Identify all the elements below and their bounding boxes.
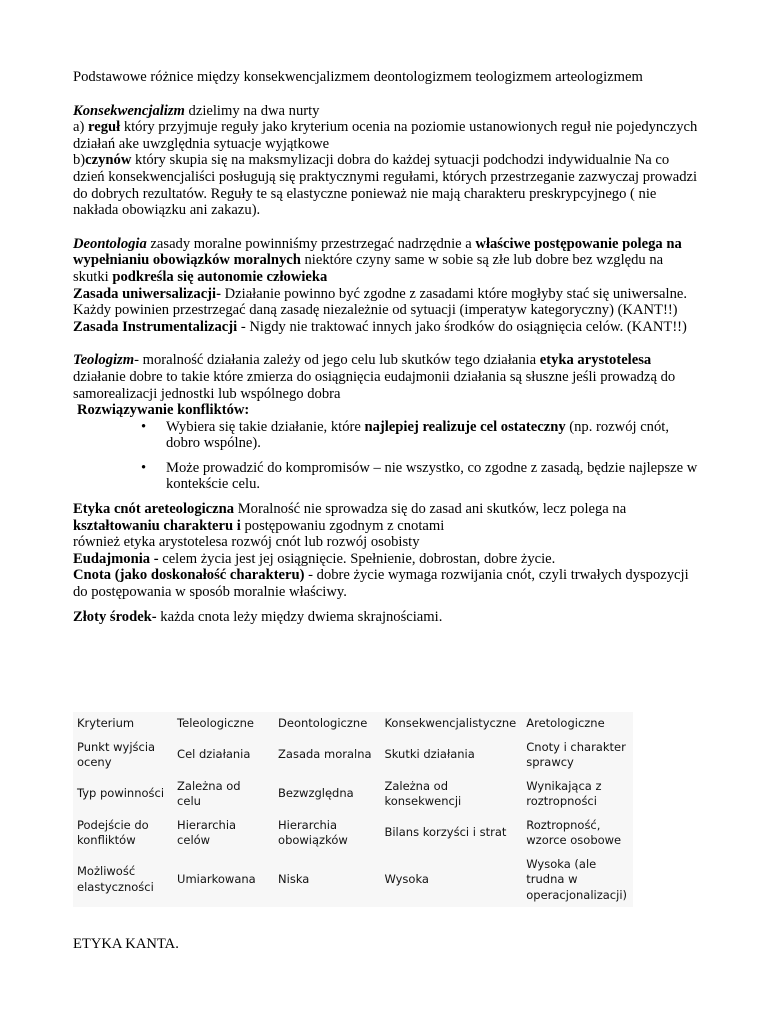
- eudajmonia-text: celem życia jest jej osiągnięcie. Spełnienie, dobrostan, dobre życie.: [158, 550, 556, 567]
- uniwersalizacji-text: Działanie powinno być zgodne z zasadami które mogłyby stać się uniwersalne. Każdy powinien przestrzegać daną zasadę niezależnie od sytuacji (imperatyw kategoryczny) (KANT!!): [73, 285, 688, 319]
- deontologia-paragraph: [73, 236, 698, 286]
- zloty-srodek-line: [73, 609, 698, 626]
- table-cell: Cnoty i charakter sprawcy: [526, 739, 626, 769]
- table-cell: Możliwość elastyczności: [77, 864, 154, 894]
- teologizm-term: Teologizm: [73, 352, 135, 369]
- eudajmonia-term: Eudajmonia -: [73, 550, 159, 567]
- conflicts-heading: [73, 402, 698, 419]
- deontologia-term: Deontologia: [73, 235, 147, 252]
- table-cell: Konsekwencjalistyczne: [384, 716, 517, 730]
- bullet-text-pre: Może prowadzić do kompromisów – nie wszystko, co zgodne z zasadą, będzie najlepsze w kontekście celu.: [166, 459, 698, 493]
- konsekwencjalizm-intro: [73, 103, 698, 120]
- list-item: [73, 460, 698, 493]
- table-cell: Podejście do konfliktów: [77, 817, 149, 847]
- etyka-cnot-bold1: kształtowaniu charakteru i: [73, 517, 241, 534]
- b-text: który skupia się na maksmylizacji dobra do każdej sytuacji podchodzi indywidualnie Na co dzień konsekwencjaliści posługują się praktycznymi regułami, których przestrzeganie zazwyczaj prowadzi do dobrych rezultatów. Reguły te są elastyczne ponieważ nie mają charakteru preskrypcyjnego ( nie nakłada obowiązku ani zakazu).: [73, 152, 698, 219]
- a-term: reguł: [88, 119, 121, 136]
- konsekwencjalizm-b: [73, 152, 698, 218]
- cnota-line: [73, 567, 698, 600]
- document-body: [73, 69, 698, 625]
- b-prefix: b): [73, 152, 86, 169]
- table-cell: Teleologiczne: [177, 716, 254, 730]
- table-cell: Skutki działania: [384, 747, 475, 762]
- section-title-etyka-kanta: ETYKA KANTA.: [73, 936, 179, 952]
- teologizm-text1: - moralność działania zależy od jego celu lub skutków tego działania: [134, 352, 540, 369]
- etyka-cnot-line2: również etyka arystotelesa rozwój cnót lub rozwój osobisty: [73, 534, 420, 551]
- table-header-row: [73, 712, 633, 736]
- zloty-srodek-text: każda cnota leży między dwiema skrajnościami.: [156, 608, 443, 625]
- a-prefix: a): [73, 119, 88, 136]
- table-cell: Kryterium: [77, 716, 135, 730]
- table-cell: Hierarchia obowiązków: [278, 817, 348, 847]
- a-text: który przyjmuje reguły jako kryterium ocenia na poziomie ustanowionych reguł nie pojedynczych działań ake uwzględnia sytuacje wyjątkowe: [73, 119, 698, 152]
- conflicts-heading-text: Rozwiązywanie konfliktów:: [77, 402, 250, 419]
- deontologia-bold2: podkreśla się autonomie człowieka: [112, 268, 328, 285]
- zloty-srodek-term: Złoty środek-: [73, 608, 157, 625]
- table-cell: Cel działania: [177, 747, 251, 762]
- bullet-icon: •: [141, 459, 147, 476]
- table-cell: Deontologiczne: [278, 716, 368, 730]
- bullet-icon: •: [141, 418, 147, 435]
- table-cell: Umiarkowana: [177, 872, 256, 886]
- table-cell: Zależna od celu: [177, 778, 241, 808]
- teologizm-text2: działanie dobre to takie które zmierza do osiągnięcia eudajmonii działania są słuszne jeśli prowadzą do samorealizacji jednostki lub wspólnego dobra: [73, 368, 676, 402]
- table-cell: Typ powinności: [77, 786, 165, 801]
- list-item: [73, 419, 698, 452]
- table-cell: Bezwzględna: [278, 786, 354, 801]
- table-cell: Aretologiczne: [526, 716, 605, 730]
- konsekwencjalizm-term: Konsekwencjalizm: [73, 102, 185, 119]
- table-cell: Niska: [278, 872, 310, 886]
- table-cell: Zależna od konsekwencji: [384, 778, 462, 808]
- comparison-table-body: [73, 712, 633, 907]
- cnota-term: Cnota (jako doskonałość charakteru): [73, 567, 305, 584]
- etyka-cnot-text2: postępowaniu zgodnym z cnotami: [240, 517, 445, 534]
- table-row: [73, 814, 633, 853]
- deontologia-text2: niektóre czyny same w sobie są złe lub dobre bez względu na skutki: [73, 252, 664, 285]
- teologizm-bold1: etyka arystotelesa: [539, 352, 652, 369]
- table-cell: Bilans korzyści i strat: [384, 825, 507, 840]
- teologizm-paragraph: [73, 352, 698, 402]
- uniwersalizacji-term: Zasada uniwersalizacji-: [73, 285, 221, 302]
- cnota-text: - dobre życie wymaga rozwijania cnót, czyli trwałych dyspozycji do postępowania w sposób moralnie właściwy.: [73, 567, 689, 601]
- konsekwencjalizm-intro-text: dzielimy na dwa nurty: [184, 102, 320, 119]
- zasada-instrumentalizacji: [73, 319, 698, 336]
- table-row: [73, 736, 633, 775]
- table-cell: Roztropność, wzorce osobowe: [526, 817, 622, 847]
- deontologia-text1: zasady moralne powinniśmy przestrzegać nadrzędnie a: [146, 235, 476, 252]
- etyka-cnot-text1: Moralność nie sprowadza się do zasad ani skutków, lecz polega na: [234, 501, 627, 518]
- table-cell: Wysoka: [384, 872, 429, 886]
- etyka-cnot-term: Etyka cnót areteologiczna: [73, 501, 235, 518]
- table-row: [73, 853, 633, 908]
- bullet-text-bold: najlepiej realizuje cel ostateczny: [364, 418, 566, 435]
- table-cell: Hierarchia celów: [177, 817, 237, 847]
- comparison-table: [73, 712, 633, 907]
- bullet-text-post: (np. rozwój cnót, dobro wspólne).: [166, 418, 669, 452]
- conflicts-list: [73, 419, 698, 493]
- table-cell: Punkt wyjścia oceny: [77, 739, 156, 769]
- page-title: Podstawowe różnice między konsekwencjalizmem deontologizmem teologizmem arteologizmem: [73, 69, 643, 85]
- deontologia-bold1: właściwe postępowanie polega na wypełnianiu obowiązków moralnych: [73, 235, 682, 269]
- eudajmonia-line: [73, 551, 698, 568]
- b-term: czynów: [85, 152, 132, 169]
- etyka-cnot-paragraph: [73, 501, 698, 534]
- konsekwencjalizm-a: [73, 119, 698, 152]
- table-cell: Wynikająca z roztropności: [526, 778, 602, 808]
- table-row: [73, 775, 633, 814]
- zasada-uniwersalizacji: [73, 286, 698, 319]
- instrumentalizacji-term: Zasada Instrumentalizacji: [73, 318, 238, 335]
- bullet-text-pre: Wybiera się takie działanie, które: [166, 418, 365, 435]
- instrumentalizacji-text: - Nigdy nie traktować innych jako środków do osiągnięcia celów. (KANT!!): [237, 318, 687, 335]
- table-cell: Wysoka (ale trudna w operacjonalizacji): [526, 856, 627, 902]
- table-cell: Zasada moralna: [278, 747, 372, 762]
